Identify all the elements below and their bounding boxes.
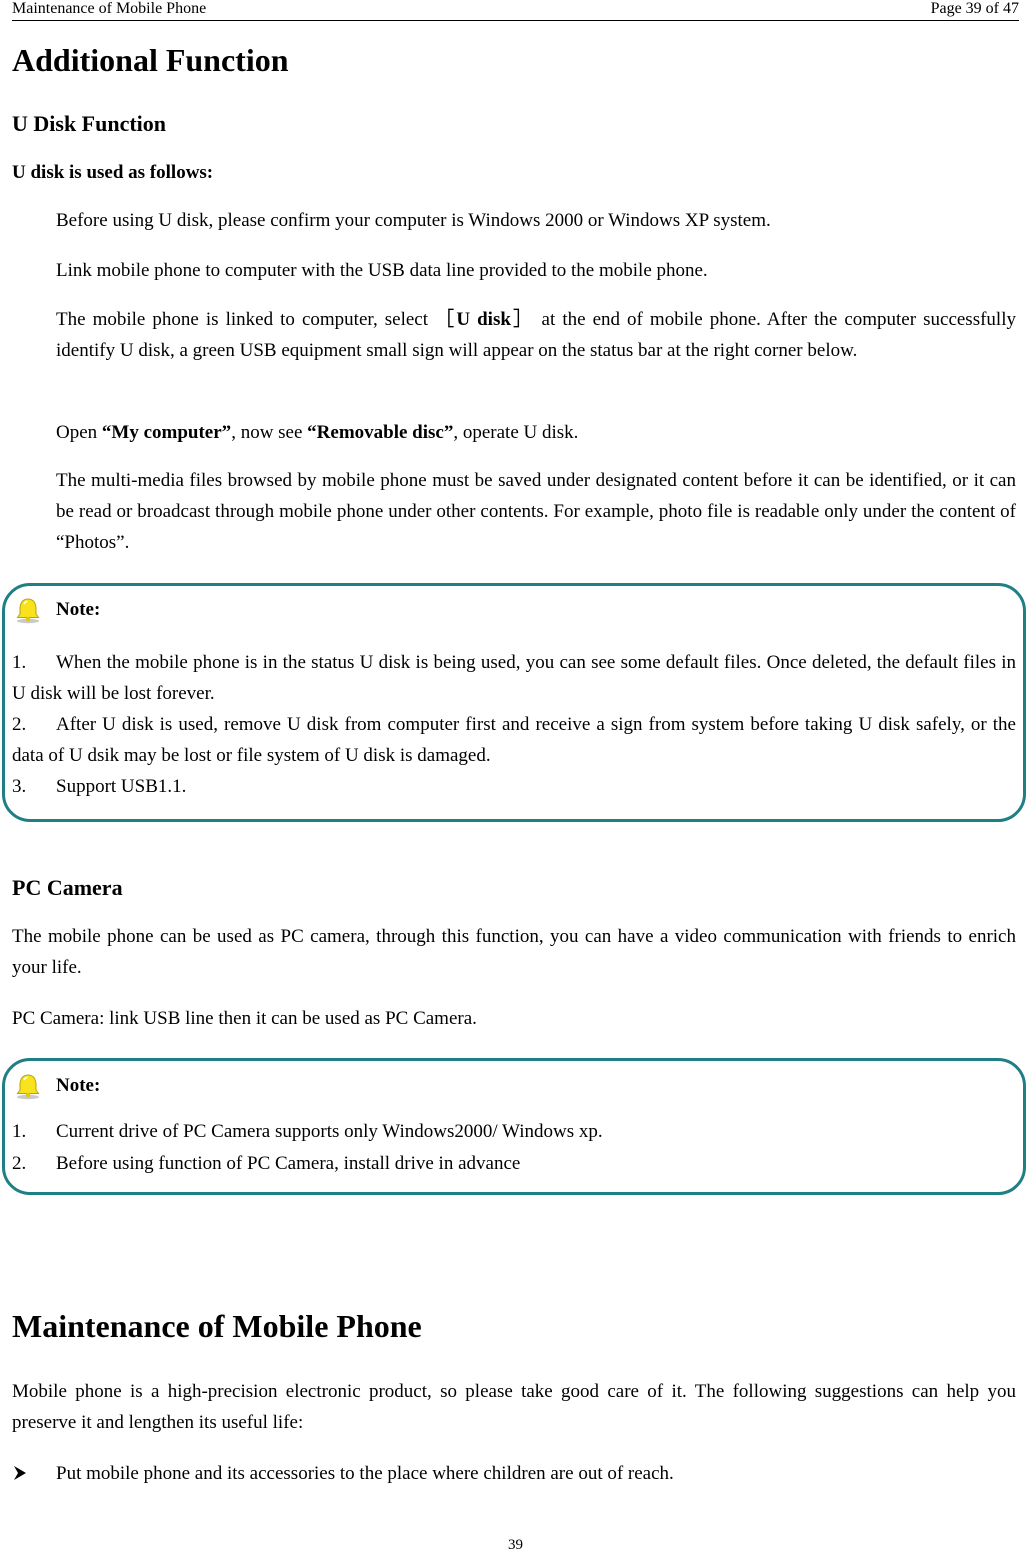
list-number: 2. — [12, 1153, 27, 1174]
list-number: 1. — [12, 1121, 27, 1142]
note-header-pc-camera — [14, 1072, 100, 1100]
pc-camera-paragraph-1: The mobile phone can be used as PC camera, through this function, you can have a video communication with friends to enrich your life. — [12, 926, 1016, 978]
bell-icon — [14, 1072, 42, 1100]
u-disk-paragraph-5: The multi-media files browsed by mobile phone must be saved under designated content before it can be identified, or it can be read or broadcast through mobile phone under other contents. For example, photo file is readable only under the content of “Photos”. — [56, 470, 1016, 553]
note-u-disk-item-1 — [12, 647, 1016, 709]
u-disk-p4-text-c: , now see — [231, 422, 308, 443]
note-u-disk-item-2 — [12, 709, 1016, 771]
removable-disc-label: “Removable disc” — [307, 422, 454, 443]
header-title: Maintenance of Mobile Phone — [12, 0, 207, 17]
list-text: Before using function of PC Camera, install drive in advance — [56, 1153, 521, 1174]
u-disk-p3-text-c: at the end of mobile phone. After the computer successfully identify U disk, a green USB equipment small sign will appear on the status bar at the right corner below. — [56, 309, 1016, 361]
u-disk-p4-text-a: Open — [56, 422, 102, 443]
u-disk-paragraph-2: Link mobile phone to computer with the USB data line provided to the mobile phone. — [56, 260, 708, 281]
header-page-indicator: Page 39 of 47 — [930, 0, 1019, 17]
u-disk-paragraph-3 — [56, 304, 1016, 366]
subsection-title-pc-camera: PC Camera — [12, 875, 123, 900]
list-number: 1. — [12, 652, 27, 673]
my-computer-label: “My computer” — [101, 422, 232, 443]
note-label-pc-camera: Note: — [56, 1075, 101, 1096]
u-disk-p3-text-a: The mobile phone is linked to computer, select — [56, 309, 436, 330]
list-text: After U disk is used, remove U disk from computer first and receive a sign from system before taking U disk safely, or the data of U dsik may be lost or file system of U disk is damaged. — [12, 714, 1016, 766]
bell-icon — [14, 596, 42, 624]
u-disk-paragraph-4 — [56, 417, 1016, 448]
list-number: 3. — [12, 776, 27, 797]
list-text: Put mobile phone and its accessories to the place where children are out of reach. — [56, 1463, 674, 1484]
note-header-u-disk — [14, 596, 100, 624]
u-disk-p4-text-e: , operate U disk. — [453, 422, 579, 443]
arrow-bullet-icon — [12, 1458, 56, 1489]
u-disk-menu-option: ［U disk］ — [435, 309, 535, 330]
note-pc-camera-item-1 — [12, 1116, 1016, 1147]
running-header — [12, 0, 1019, 21]
list-text: When the mobile phone is in the status U disk is being used, you can see some default files. Once deleted, the default files in U disk will be lost forever. — [12, 652, 1016, 704]
pc-camera-paragraph-2: PC Camera: link USB line then it can be used as PC Camera. — [12, 1008, 477, 1029]
note-u-disk-item-3 — [12, 771, 1016, 802]
subsection-title-u-disk: U Disk Function — [12, 111, 167, 136]
u-disk-intro: U disk is used as follows: — [12, 162, 214, 183]
list-text: Current drive of PC Camera supports only Windows2000/ Windows xp. — [56, 1121, 603, 1142]
section-title-maintenance: Maintenance of Mobile Phone — [12, 1308, 422, 1344]
page-number: 39 — [508, 1537, 523, 1553]
note-pc-camera-item-2 — [12, 1148, 1016, 1179]
list-number: 2. — [12, 714, 27, 735]
list-item — [12, 1458, 674, 1489]
section-title-additional-function: Additional Function — [12, 42, 289, 78]
list-text: Support USB1.1. — [56, 776, 187, 797]
u-disk-paragraph-1: Before using U disk, please confirm your computer is Windows 2000 or Windows XP system. — [56, 210, 771, 231]
note-label-u-disk: Note: — [56, 599, 101, 620]
maintenance-intro: Mobile phone is a high-precision electronic product, so please take good care of it. The following suggestions can help you preserve it and lengthen its useful life: — [12, 1381, 1016, 1433]
